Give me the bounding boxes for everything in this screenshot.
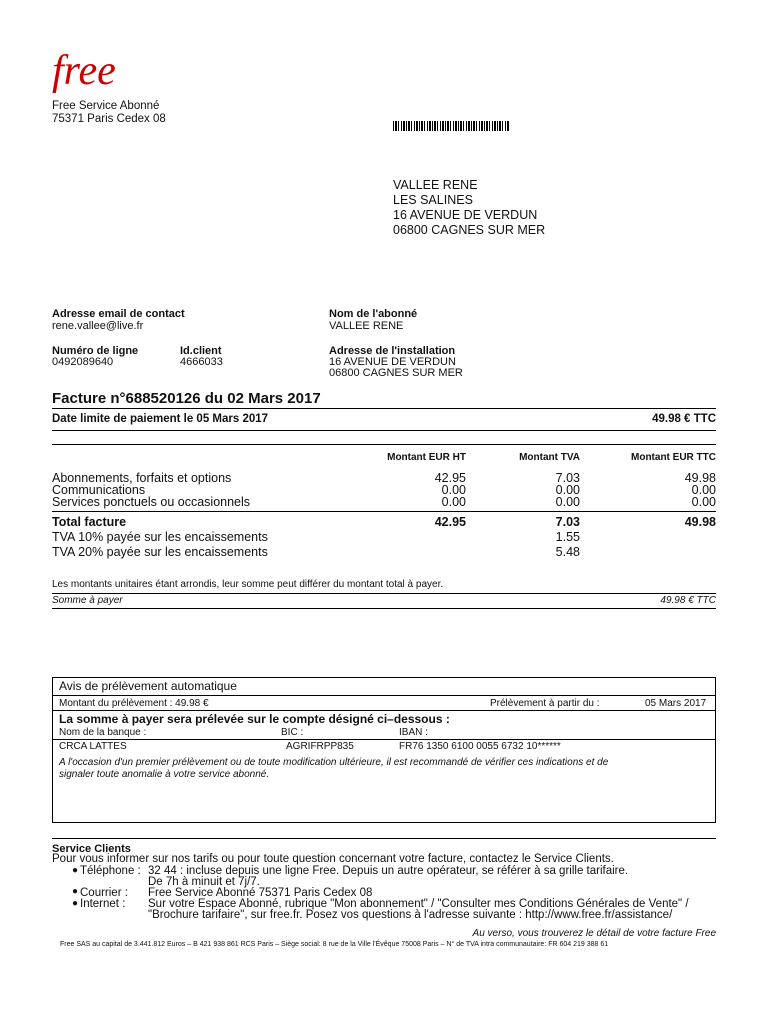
row-tva: 0.00 [555,483,580,497]
bank-name-label: Nom de la banque : [59,727,147,738]
due-date-bar [52,408,716,431]
row-ht: 0.00 [441,495,466,509]
header-tva: Montant TVA [519,452,580,463]
web-label: Internet : [80,898,126,910]
sender-address [52,100,166,126]
table-top-divider [52,444,716,445]
recipient-line-3: 16 AVENUE DE VERDUN [393,208,538,222]
bic-value: AGRIFRPP835 [286,741,354,752]
row-label: Communications [52,483,146,497]
bank-name-value: CRCA LATTES [59,741,127,752]
row-ttc: 49.98 [684,471,716,485]
row-ht: 0.00 [441,483,466,497]
service-divider [52,838,716,839]
recipient-line-2: LES SALINES [393,193,473,207]
direct-debit-title: Avis de prélèvement automatique [59,679,237,693]
advice-line-1: A l'occasion d'un premier prélèvement ou de toute modification ultérieure, il est recommandé de vérifier ces indications et de [59,757,609,768]
web-value-2: "Brochure tarifaire", sur free.fr. Posez vos questions à l'adresse suivante : http://www.free.fr/assistance/ [148,909,673,921]
iban-label: IBAN : [399,727,428,738]
row-ttc: 0.00 [691,483,716,497]
row-label: Services ponctuels ou occasionnels [52,495,251,509]
tva20-value: 5.48 [555,545,580,559]
tva10-value: 1.55 [555,530,580,544]
bank-divider [53,739,715,740]
row-tva: 0.00 [555,495,580,509]
rounding-note: Les montants unitaires étant arrondis, leur somme peut différer du montant total à payer. [52,579,444,590]
row-tva: 7.03 [555,471,580,485]
recipient-line-4: 06800 CAGNES SUR MER [393,223,546,237]
total-ht: 42.95 [434,515,466,529]
debit-amount-label: Montant du prélèvement : 49.98 € [59,698,209,709]
barcode [393,121,509,131]
service-intro: Pour vous informer sur nos tarifs ou pour toute question concernant votre facture, contactez le Service Clients. [52,853,614,865]
email-label: Adresse email de contact [52,308,185,320]
free-logo-text: free [52,52,116,94]
total-ttc: 49.98 [684,515,716,529]
amount-due-value: 49.98 € TTC [660,595,716,606]
phone-value-2: De 7h à minuit et 7j/7. [148,876,260,888]
total-divider [52,511,716,512]
header-ht: Montant EUR HT [387,452,466,463]
phone-label: Téléphone : [80,865,141,877]
debit-from-date: 05 Mars 2017 [645,698,707,709]
debit-from-label: Prélèvement à partir du : [490,698,600,709]
debit-divider [53,710,715,711]
subscriber-name-label: Nom de l'abonné [329,308,418,320]
mail-label: Courrier : [80,887,128,899]
subscriber-name-value: VALLEE RENE [329,320,404,332]
due-date-label: Date limite de paiement le 05 Mars 2017 [52,413,269,425]
tva10-label: TVA 10% payée sur les encaissements [52,530,268,544]
bullet-icon: ● [72,886,79,897]
line-number-value: 0492089640 [52,356,114,368]
sender-line-2: 75371 Paris Cedex 08 [52,113,166,125]
invoice-title: Facture n°688520126 du 02 Mars 2017 [52,390,321,407]
client-id-value: 4666033 [180,356,223,368]
sender-line-1: Free Service Abonné [52,100,160,112]
line-number-label: Numéro de ligne [52,345,139,357]
legal-notice: Free SAS au capital de 3.441.812 Euros – B 421 938 861 RCS Paris – Siège social: 8 rue de la Ville l'Évêque 75008 Paris – N° de TVA intra communautaire: FR 604 219 388 61 [60,941,609,948]
row-label: Abonnements, forfaits et options [52,471,232,485]
web-value-1: Sur votre Espace Abonné, rubrique "Mon abonnement" / "Consulter mes Conditions Générales de Vente" / [148,898,689,910]
tva20-label: TVA 20% payée sur les encaissements [52,545,268,559]
bullet-icon: ● [72,898,79,909]
amount-due-row [52,593,716,609]
recipient-address [393,178,545,238]
verso-note: Au verso, vous trouverez le détail de votre facture Free [472,928,716,939]
advice-line-2: signaler toute anomalie à votre service abonné. [59,769,270,780]
recipient-line-1: VALLEE RENE [393,178,478,192]
direct-debit-notice [52,677,716,823]
due-amount: 49.98 € TTC [652,413,716,425]
bic-label: BIC : [281,727,304,738]
iban-value: FR76 1350 6100 0055 6732 10****** [399,741,561,752]
client-id-label: Id.client [180,345,222,357]
total-label: Total facture [52,515,127,529]
install-address-line-1: 16 AVENUE DE VERDUN [329,356,456,368]
bullet-icon: ● [72,865,79,876]
total-tva: 7.03 [555,515,580,529]
free-logo [50,52,165,99]
row-ttc: 0.00 [691,495,716,509]
direct-debit-header [53,678,715,696]
mail-value: Free Service Abonné 75371 Paris Cedex 08 [148,887,373,899]
header-ttc: Montant EUR TTC [631,452,716,463]
row-ht: 42.95 [434,471,466,485]
service-title: Service Clients [52,843,131,855]
email-value: rene.vallee@live.fr [52,320,144,332]
install-address-line-2: 06800 CAGNES SUR MER [329,367,463,379]
amount-due-label: Somme à payer [52,595,123,606]
install-address-label: Adresse de l'installation [329,345,456,357]
debit-statement: La somme à payer sera prélevée sur le compte désigné ci–dessous : [59,712,450,726]
phone-value-1: 32 44 : incluse depuis une ligne Free. Depuis un autre opérateur, se référer à sa grille tarifaire. [148,865,629,877]
